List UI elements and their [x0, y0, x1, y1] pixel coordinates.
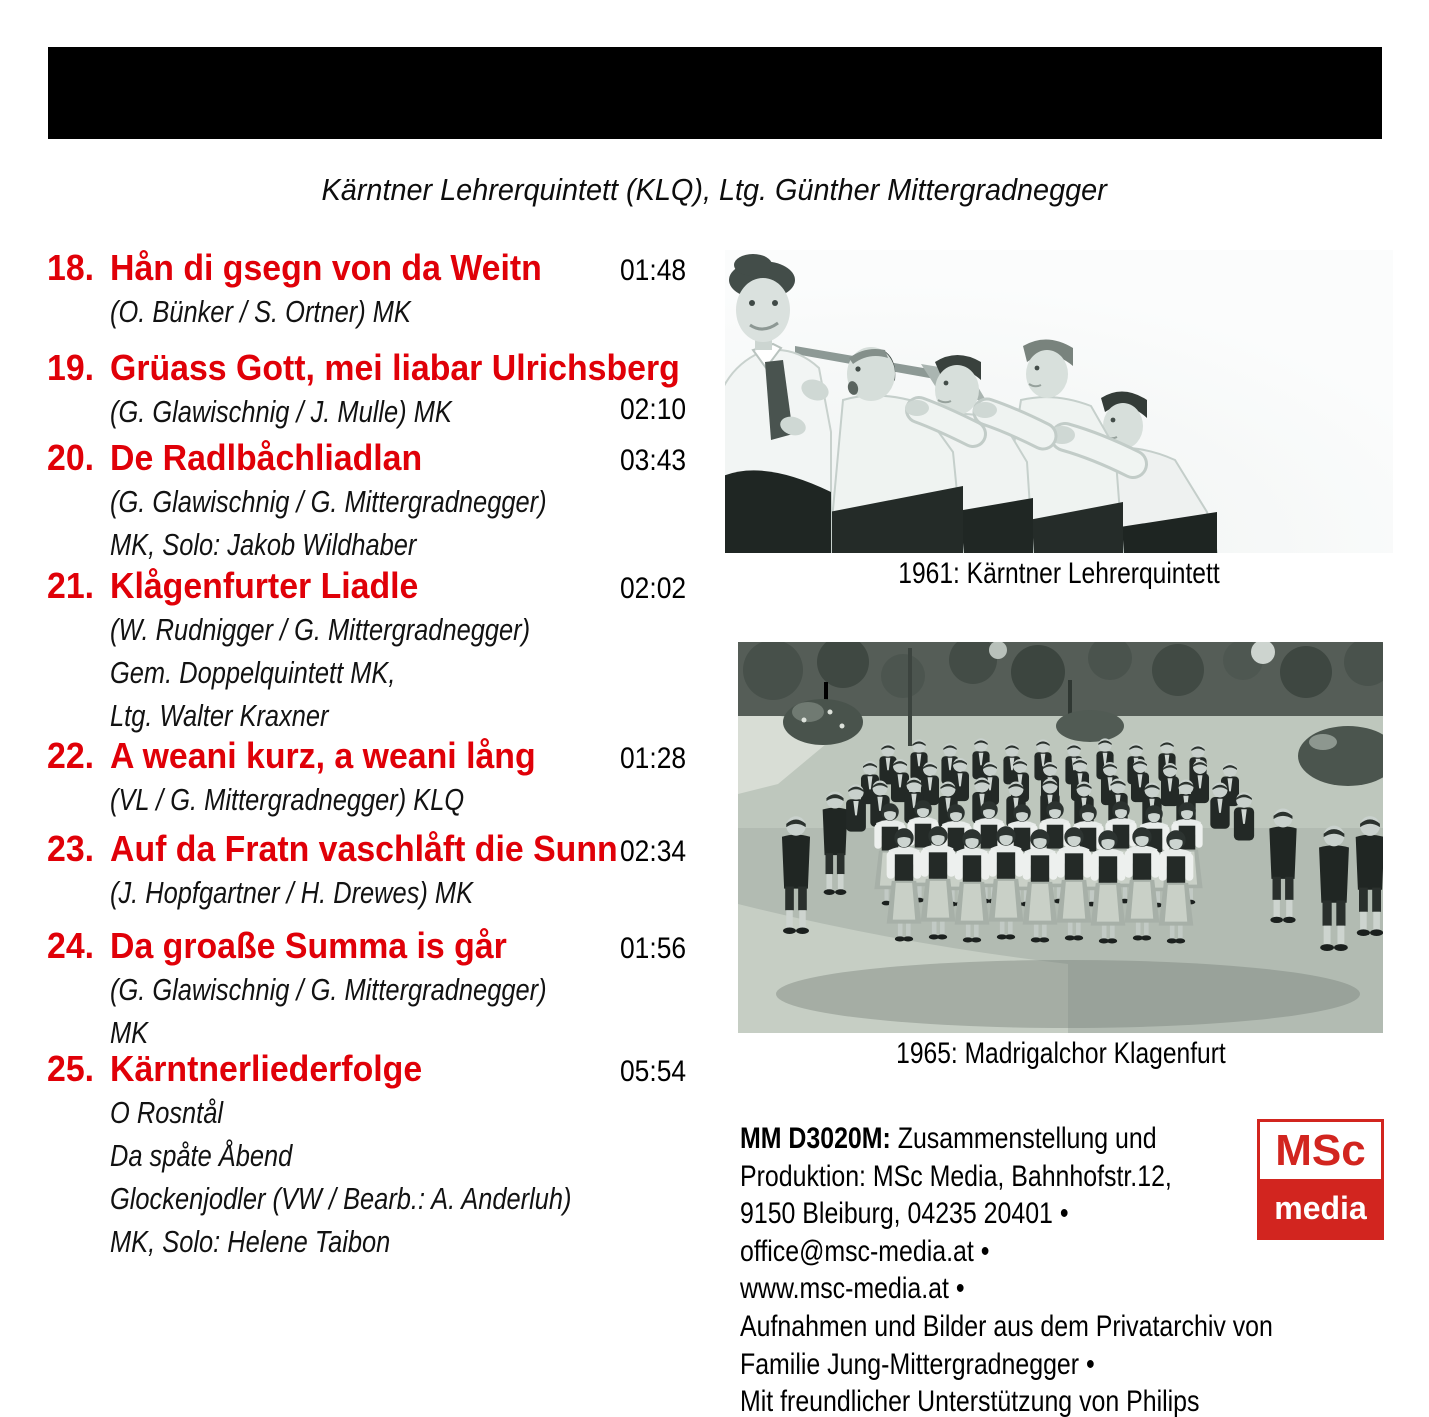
track-time: 01:56 — [620, 932, 687, 965]
photo-caption-1961: 1961: Kärntner Lehrerquintett — [898, 557, 1220, 590]
photo-madrigalchor-klagenfurt-1965 — [738, 642, 1383, 1033]
photo-caption-1965: 1965: Madrigalchor Klagenfurt — [895, 1037, 1226, 1070]
msc-media-logo — [1257, 1119, 1384, 1240]
track-row — [47, 826, 737, 914]
track-credit: MK — [110, 1015, 149, 1050]
colophon-line: www.msc-media.at • — [740, 1272, 965, 1306]
colophon-line: Mit freundlicher Unterstützung von Philips — [740, 1385, 1200, 1417]
colophon-line: Aufnahmen und Bilder aus dem Privatarchiv von — [740, 1309, 1273, 1343]
track-time: 01:48 — [620, 254, 687, 287]
track-credit: (G. Glawischnig / J. Mulle) MK — [110, 394, 452, 429]
track-credit: (J. Hopfgartner / H. Drewes) MK — [110, 875, 474, 910]
track-row — [47, 923, 737, 1054]
track-time: 01:28 — [620, 742, 687, 775]
track-number: 25. — [47, 1048, 95, 1089]
track-row — [47, 245, 737, 333]
colophon-line: Produktion: MSc Media, Bahnhofstr.12, — [740, 1159, 1172, 1193]
track-credit: O Rosntål — [110, 1095, 224, 1130]
colophon-line: office@msc-media.at • — [740, 1234, 990, 1268]
track-title: Kärntnerliederfolge — [110, 1048, 423, 1089]
track-credit: Glockenjodler (VW / Bearb.: A. Anderluh) — [110, 1181, 572, 1216]
track-row — [47, 563, 737, 737]
track-number: 20. — [47, 437, 95, 478]
album-subtitle-text: Kärntner Lehrerquintett (KLQ), Ltg. Günther Mittergradnegger — [321, 172, 1108, 207]
track-list — [47, 0, 737, 1417]
track-credit: (G. Glawischnig / G. Mittergradnegger) — [110, 972, 547, 1007]
track-credit: MK, Solo: Jakob Wildhaber — [110, 527, 417, 562]
msc-logo-bottom: media — [1260, 1179, 1381, 1237]
track-row — [47, 733, 737, 821]
track-time: 03:43 — [620, 444, 687, 477]
track-credit: Gem. Doppelquintett MK, — [110, 655, 396, 690]
track-title: Hån di gsegn von da Weitn — [110, 247, 542, 288]
track-title: A weani kurz, a weani lång — [110, 735, 536, 776]
track-credit: (G. Glawischnig / G. Mittergradnegger) — [110, 484, 547, 519]
track-title: Klågenfurter Liadle — [110, 565, 419, 606]
track-row — [47, 1046, 737, 1263]
track-number: 21. — [47, 565, 95, 606]
track-time: 05:54 — [620, 1055, 687, 1088]
colophon-line: 9150 Bleiburg, 04235 20401 • — [740, 1197, 1069, 1231]
track-credit: (O. Bünker / S. Ortner) MK — [110, 294, 411, 329]
track-row — [47, 435, 737, 566]
track-number: 24. — [47, 925, 95, 966]
track-row — [47, 345, 737, 433]
colophon-line: Familie Jung-Mittergradnegger • — [740, 1347, 1095, 1381]
track-time: 02:34 — [620, 835, 687, 868]
msc-logo-top: MSc — [1260, 1122, 1381, 1179]
track-number: 19. — [47, 347, 95, 388]
track-time: 02:10 — [620, 393, 687, 426]
catalog-number: MM D3020M: — [740, 1122, 891, 1155]
track-title: Da groaße Summa is går — [110, 925, 507, 966]
track-number: 18. — [47, 247, 95, 288]
photo-kaerntner-lehrerquintett-1961 — [725, 250, 1393, 553]
track-credit: Ltg. Walter Kraxner — [110, 698, 329, 733]
track-title: De Radlbåchliadlan — [110, 437, 423, 478]
track-credit: (W. Rudnigger / G. Mittergradnegger) — [110, 612, 531, 647]
track-credit: Da spåte Åbend — [110, 1138, 293, 1173]
track-number: 23. — [47, 828, 95, 869]
track-title: Auf da Fratn vaschlåft die Sunn — [110, 828, 618, 869]
colophon-line: MM D3020M: Zusammenstellung und — [740, 1122, 1157, 1155]
track-number: 22. — [47, 735, 95, 776]
track-time: 02:02 — [620, 572, 687, 605]
track-title: Grüass Gott, mei liabar Ulrichsberg — [110, 347, 680, 388]
track-credit: (VL / G. Mittergradnegger) KLQ — [110, 782, 465, 817]
track-credit: MK, Solo: Helene Taibon — [110, 1224, 391, 1259]
